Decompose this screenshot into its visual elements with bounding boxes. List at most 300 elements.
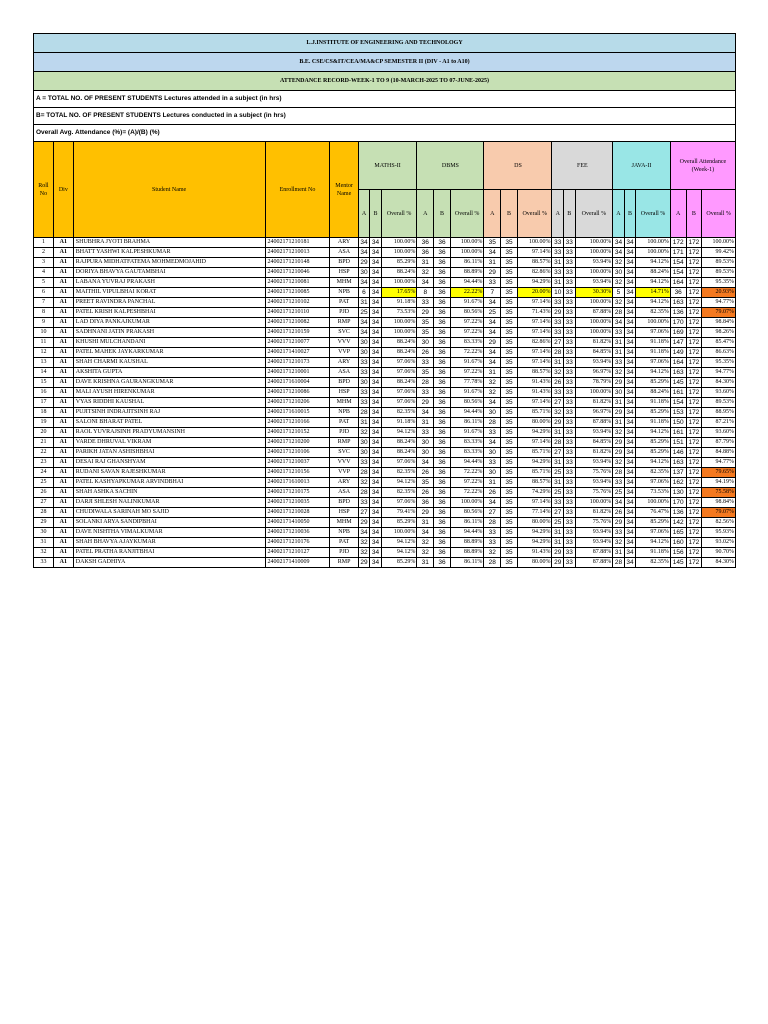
mentor-cell: ASA [330,488,358,498]
overall-percent-cell: 93.94% [575,458,613,468]
conducted-cell: 34 [624,448,636,458]
overall-percent-cell: 83.33% [450,338,484,348]
attended-cell: 30 [484,448,501,458]
roll-no-cell: 16 [34,388,54,398]
roll-no-cell: 18 [34,408,54,418]
conducted-cell: 35 [501,418,518,428]
conducted-cell: 172 [686,448,702,458]
conducted-cell: 172 [686,318,702,328]
overall-percent-cell: 94.44% [450,528,484,538]
enrollment-cell: 24002171210081 [265,278,330,288]
header-b-col: B [624,190,636,238]
conducted-cell: 172 [686,398,702,408]
attended-cell: 31 [417,558,434,568]
div-cell: A1 [53,408,73,418]
overall-percent-cell: 82.35% [636,308,671,318]
attendance-table [33,141,736,568]
attended-cell: 33 [613,328,625,338]
mentor-cell: VVP [330,468,358,478]
roll-no-cell: 6 [34,288,54,298]
overall-percent-cell: 86.63% [702,348,736,358]
attended-cell: 33 [613,358,625,368]
conducted-cell: 35 [501,488,518,498]
attended-cell: 34 [417,458,434,468]
student-name-cell: SHAH BHAVYA AJAYKUMAR [73,538,265,548]
conducted-cell: 33 [564,318,576,328]
conducted-cell: 34 [370,388,382,398]
enrollment-cell: 24002171410027 [265,348,330,358]
mentor-cell: NPB [330,288,358,298]
attended-cell: 27 [552,398,564,408]
attended-cell: 34 [358,238,370,248]
overall-percent-cell: 85.29% [636,518,671,528]
conducted-cell: 35 [501,238,518,248]
mentor-cell: MHM [330,518,358,528]
div-cell: A1 [53,358,73,368]
attended-cell: 30 [613,268,625,278]
student-name-cell: DAKSH GADHIYA [73,558,265,568]
attended-cell: 33 [358,458,370,468]
conducted-cell: 34 [370,278,382,288]
conducted-cell: 33 [564,488,576,498]
roll-no-cell: 7 [34,298,54,308]
overall-percent-cell: 99.42% [702,248,736,258]
student-name-cell: PATEL KRISH KALPESHBHAI [73,308,265,318]
conducted-cell: 33 [564,288,576,298]
attended-cell: 36 [417,498,434,508]
header-subject-ds: DS [484,142,552,190]
div-cell: A1 [53,308,73,318]
conducted-cell: 35 [501,498,518,508]
attended-cell: 33 [484,278,501,288]
overall-percent-cell: 82.35% [636,468,671,478]
overall-percent-cell: 72.22% [450,348,484,358]
attended-cell: 28 [552,348,564,358]
conducted-cell: 34 [624,258,636,268]
table-row [34,238,736,248]
attended-cell: 31 [552,538,564,548]
conducted-cell: 172 [686,478,702,488]
student-name-cell: PARIKH JATAN ASHISHBHAI [73,448,265,458]
attended-cell: 10 [552,288,564,298]
attended-cell: 29 [358,258,370,268]
conducted-cell: 35 [501,408,518,418]
attended-cell: 163 [670,458,686,468]
header-student-name: Student Name [73,142,265,238]
attended-cell: 31 [552,358,564,368]
attended-cell: 36 [417,238,434,248]
attended-cell: 5 [613,288,625,298]
attended-cell: 7 [484,288,501,298]
enrollment-cell: 24002171210028 [265,508,330,518]
overall-percent-cell: 95.35% [702,358,736,368]
student-name-cell: DARJI SHLESH NALINKUMAR [73,498,265,508]
conducted-cell: 33 [564,358,576,368]
overall-percent-cell: 73.53% [636,488,671,498]
overall-percent-cell: 72.22% [450,468,484,478]
attended-cell: 32 [358,478,370,488]
student-name-cell: SHUBHRA JYOTI BRAHMA [73,238,265,248]
div-cell: A1 [53,548,73,558]
conducted-cell: 34 [624,358,636,368]
overall-percent-cell: 89.53% [702,398,736,408]
attended-cell: 26 [552,378,564,388]
conducted-cell: 34 [624,388,636,398]
conducted-cell: 34 [624,278,636,288]
header-overall-attendance: Overall Attendance (Week-1) [670,142,735,190]
enrollment-cell: 24002171410050 [265,518,330,528]
attended-cell: 145 [670,378,686,388]
attended-cell: 30 [417,438,434,448]
attended-cell: 33 [358,368,370,378]
overall-percent-cell: 86.11% [450,418,484,428]
overall-percent-cell: 82.56% [702,518,736,528]
attended-cell: 30 [613,388,625,398]
overall-percent-cell: 73.53% [381,308,417,318]
attended-cell: 30 [417,448,434,458]
attended-cell: 33 [552,298,564,308]
div-cell: A1 [53,558,73,568]
student-name-cell: DAVE NISHTHA VIMALKUMAR [73,528,265,538]
div-cell: A1 [53,458,73,468]
overall-percent-cell: 85.71% [517,468,552,478]
attended-cell: 33 [358,388,370,398]
conducted-cell: 36 [434,268,451,278]
attended-cell: 36 [417,248,434,258]
overall-percent-cell: 14.71% [636,288,671,298]
conducted-cell: 34 [624,468,636,478]
conducted-cell: 36 [434,348,451,358]
enrollment-cell: 24002171210152 [265,428,330,438]
div-cell: A1 [53,378,73,388]
attended-cell: 35 [417,478,434,488]
conducted-cell: 36 [434,328,451,338]
attended-cell: 33 [552,328,564,338]
conducted-cell: 36 [434,378,451,388]
overall-percent-cell: 100.00% [636,238,671,248]
conducted-cell: 36 [434,548,451,558]
attended-cell: 30 [358,448,370,458]
conducted-cell: 36 [434,288,451,298]
table-row [34,348,736,358]
overall-percent-cell: 91.18% [381,418,417,428]
header-overall-percent-col: Overall % [381,190,417,238]
table-row [34,338,736,348]
table-row [34,368,736,378]
conducted-cell: 33 [564,398,576,408]
conducted-cell: 34 [370,418,382,428]
overall-percent-cell: 91.18% [636,398,671,408]
overall-percent-cell: 93.60% [702,428,736,438]
attended-cell: 28 [613,308,625,318]
conducted-cell: 33 [564,478,576,488]
attended-cell: 31 [552,258,564,268]
overall-percent-cell: 98.84% [702,318,736,328]
attended-cell: 29 [613,448,625,458]
conducted-cell: 34 [624,488,636,498]
conducted-cell: 172 [686,498,702,508]
overall-percent-cell: 81.82% [575,398,613,408]
roll-no-cell: 27 [34,498,54,508]
overall-percent-cell: 94.12% [636,258,671,268]
conducted-cell: 33 [564,348,576,358]
enrollment-cell: 24002171610004 [265,378,330,388]
conducted-cell: 33 [564,388,576,398]
attended-cell: 33 [552,498,564,508]
attended-cell: 28 [484,518,501,528]
div-cell: A1 [53,418,73,428]
conducted-cell: 33 [564,278,576,288]
student-name-cell: SHAH CHARMI KAUSHAL [73,358,265,368]
attended-cell: 34 [484,438,501,448]
attended-cell: 35 [417,328,434,338]
conducted-cell: 35 [501,548,518,558]
attended-cell: 33 [358,498,370,508]
student-name-cell: KHUSHI MULCHANDANI [73,338,265,348]
enrollment-cell: 24002171210166 [265,418,330,428]
roll-no-cell: 2 [34,248,54,258]
overall-percent-cell: 98.84% [702,498,736,508]
table-row [34,508,736,518]
roll-no-cell: 12 [34,348,54,358]
enrollment-cell: 24002171210086 [265,388,330,398]
attended-cell: 28 [417,378,434,388]
overall-percent-cell: 81.82% [575,448,613,458]
div-cell: A1 [53,288,73,298]
conducted-cell: 172 [686,418,702,428]
conducted-cell: 172 [686,368,702,378]
conducted-cell: 33 [564,448,576,458]
roll-no-cell: 8 [34,308,54,318]
conducted-cell: 34 [624,538,636,548]
overall-percent-cell: 100.00% [381,328,417,338]
table-row [34,528,736,538]
attended-cell: 28 [358,408,370,418]
enrollment-cell: 24002171610015 [265,408,330,418]
attended-cell: 31 [484,478,501,488]
attended-cell: 30 [358,268,370,278]
student-name-cell: PUJITSINH INDRAJITSINH RAJ [73,408,265,418]
conducted-cell: 172 [686,268,702,278]
enrollment-cell: 24002171210176 [265,538,330,548]
enrollment-cell: 24002171210077 [265,338,330,348]
overall-percent-cell: 94.19% [702,478,736,488]
roll-no-cell: 30 [34,528,54,538]
overall-percent-cell: 82.35% [381,468,417,478]
overall-percent-cell: 94.29% [517,278,552,288]
attended-cell: 33 [417,358,434,368]
attended-cell: 34 [484,328,501,338]
overall-percent-cell: 94.77% [702,298,736,308]
conducted-cell: 35 [501,288,518,298]
conducted-cell: 34 [624,328,636,338]
roll-no-cell: 20 [34,428,54,438]
conducted-cell: 35 [501,248,518,258]
conducted-cell: 34 [370,558,382,568]
roll-no-cell: 1 [34,238,54,248]
conducted-cell: 35 [501,318,518,328]
overall-percent-cell: 97.22% [450,478,484,488]
mentor-cell: PAT [330,418,358,428]
attended-cell: 145 [670,558,686,568]
header-enrollment-no: Enrollment No [265,142,330,238]
conducted-cell: 35 [501,518,518,528]
conducted-cell: 34 [370,438,382,448]
overall-percent-cell: 100.00% [381,528,417,538]
enrollment-cell: 24002171210035 [265,498,330,508]
conducted-cell: 34 [370,548,382,558]
conducted-cell: 34 [624,308,636,318]
attended-cell: 34 [417,528,434,538]
conducted-cell: 36 [434,498,451,508]
student-name-cell: PATEL PRATHA RANJITBHAI [73,548,265,558]
conducted-cell: 33 [564,338,576,348]
student-name-cell: SOLANKI ARYA SANDIPBHAI [73,518,265,528]
table-row [34,298,736,308]
conducted-cell: 34 [624,528,636,538]
overall-percent-cell: 97.06% [381,498,417,508]
overall-percent-cell: 91.43% [517,548,552,558]
attended-cell: 34 [484,498,501,508]
attended-cell: 154 [670,268,686,278]
attended-cell: 29 [417,508,434,518]
enrollment-cell: 24002171210206 [265,398,330,408]
table-row [34,408,736,418]
attended-cell: 26 [417,348,434,358]
conducted-cell: 35 [501,398,518,408]
conducted-cell: 172 [686,308,702,318]
legend-b: B= TOTAL NO. OF PRESENT STUDENTS Lectures conducted in a subject (in hrs) [33,107,736,124]
attended-cell: 30 [358,348,370,358]
conducted-cell: 172 [686,428,702,438]
overall-percent-cell: 91.18% [381,298,417,308]
mentor-cell: PJD [330,548,358,558]
attended-cell: 32 [417,538,434,548]
attended-cell: 32 [613,368,625,378]
attended-cell: 33 [417,388,434,398]
table-row [34,458,736,468]
overall-percent-cell: 81.82% [575,338,613,348]
mentor-cell: HSP [330,268,358,278]
roll-no-cell: 11 [34,338,54,348]
overall-percent-cell: 82.35% [381,408,417,418]
mentor-cell: PJD [330,308,358,318]
conducted-cell: 34 [624,338,636,348]
enrollment-cell: 24002171210106 [265,448,330,458]
attended-cell: 34 [358,248,370,258]
attended-cell: 34 [613,248,625,258]
table-row [34,308,736,318]
student-name-cell: SHAH ASHKA SACHIN [73,488,265,498]
conducted-cell: 35 [501,338,518,348]
roll-no-cell: 4 [34,268,54,278]
mentor-cell: BPD [330,378,358,388]
conducted-cell: 36 [434,248,451,258]
header-overall-percent-col: Overall % [517,190,552,238]
attended-cell: 130 [670,488,686,498]
attended-cell: 25 [552,468,564,478]
enrollment-cell: 24002171210036 [265,528,330,538]
attended-cell: 34 [613,238,625,248]
overall-percent-cell: 76.47% [636,508,671,518]
conducted-cell: 34 [370,378,382,388]
attended-cell: 164 [670,358,686,368]
div-cell: A1 [53,428,73,438]
attended-cell: 32 [358,538,370,548]
overall-percent-cell: 80.56% [450,508,484,518]
attended-cell: 169 [670,328,686,338]
header-b-col: B [501,190,518,238]
div-cell: A1 [53,398,73,408]
conducted-cell: 34 [624,298,636,308]
attended-cell: 160 [670,538,686,548]
overall-percent-cell: 100.00% [575,318,613,328]
overall-percent-cell: 100.00% [575,238,613,248]
overall-percent-cell: 94.12% [636,538,671,548]
conducted-cell: 34 [370,368,382,378]
div-cell: A1 [53,478,73,488]
attended-cell: 34 [484,358,501,368]
attended-cell: 142 [670,518,686,528]
mentor-cell: ARY [330,478,358,488]
attended-cell: 31 [613,348,625,358]
roll-no-cell: 29 [34,518,54,528]
overall-percent-cell: 83.33% [450,448,484,458]
attended-cell: 33 [613,528,625,538]
overall-percent-cell: 79.07% [702,508,736,518]
enrollment-cell: 24002171210013 [265,248,330,258]
enrollment-cell: 24002171210085 [265,288,330,298]
overall-percent-cell: 91.18% [636,548,671,558]
overall-percent-cell: 88.89% [450,268,484,278]
overall-percent-cell: 91.67% [450,388,484,398]
overall-percent-cell: 100.00% [575,298,613,308]
conducted-cell: 33 [564,468,576,478]
attended-cell: 32 [613,298,625,308]
overall-percent-cell: 100.00% [450,248,484,258]
header-a-col: A [552,190,564,238]
roll-no-cell: 3 [34,258,54,268]
table-row [34,418,736,428]
conducted-cell: 36 [434,318,451,328]
attended-cell: 33 [552,248,564,258]
attended-cell: 149 [670,348,686,358]
overall-percent-cell: 94.44% [450,278,484,288]
attended-cell: 29 [552,418,564,428]
conducted-cell: 35 [501,468,518,478]
legend-overall: Overall Avg. Attendance (%)= (A)/(B) (%) [33,124,736,141]
roll-no-cell: 19 [34,418,54,428]
roll-no-cell: 14 [34,368,54,378]
conducted-cell: 34 [370,508,382,518]
overall-percent-cell: 84.85% [575,348,613,358]
overall-percent-cell: 91.18% [636,338,671,348]
overall-percent-cell: 97.14% [517,438,552,448]
mentor-cell: VVP [330,348,358,358]
attended-cell: 29 [613,378,625,388]
overall-percent-cell: 94.29% [517,458,552,468]
table-row [34,478,736,488]
overall-percent-cell: 97.06% [636,328,671,338]
mentor-cell: PAT [330,538,358,548]
overall-percent-cell: 87.88% [575,418,613,428]
student-name-cell: AKSHITA GUPTA [73,368,265,378]
conducted-cell: 35 [501,508,518,518]
overall-percent-cell: 100.00% [381,248,417,258]
roll-no-cell: 33 [34,558,54,568]
conducted-cell: 172 [686,468,702,478]
conducted-cell: 34 [370,428,382,438]
